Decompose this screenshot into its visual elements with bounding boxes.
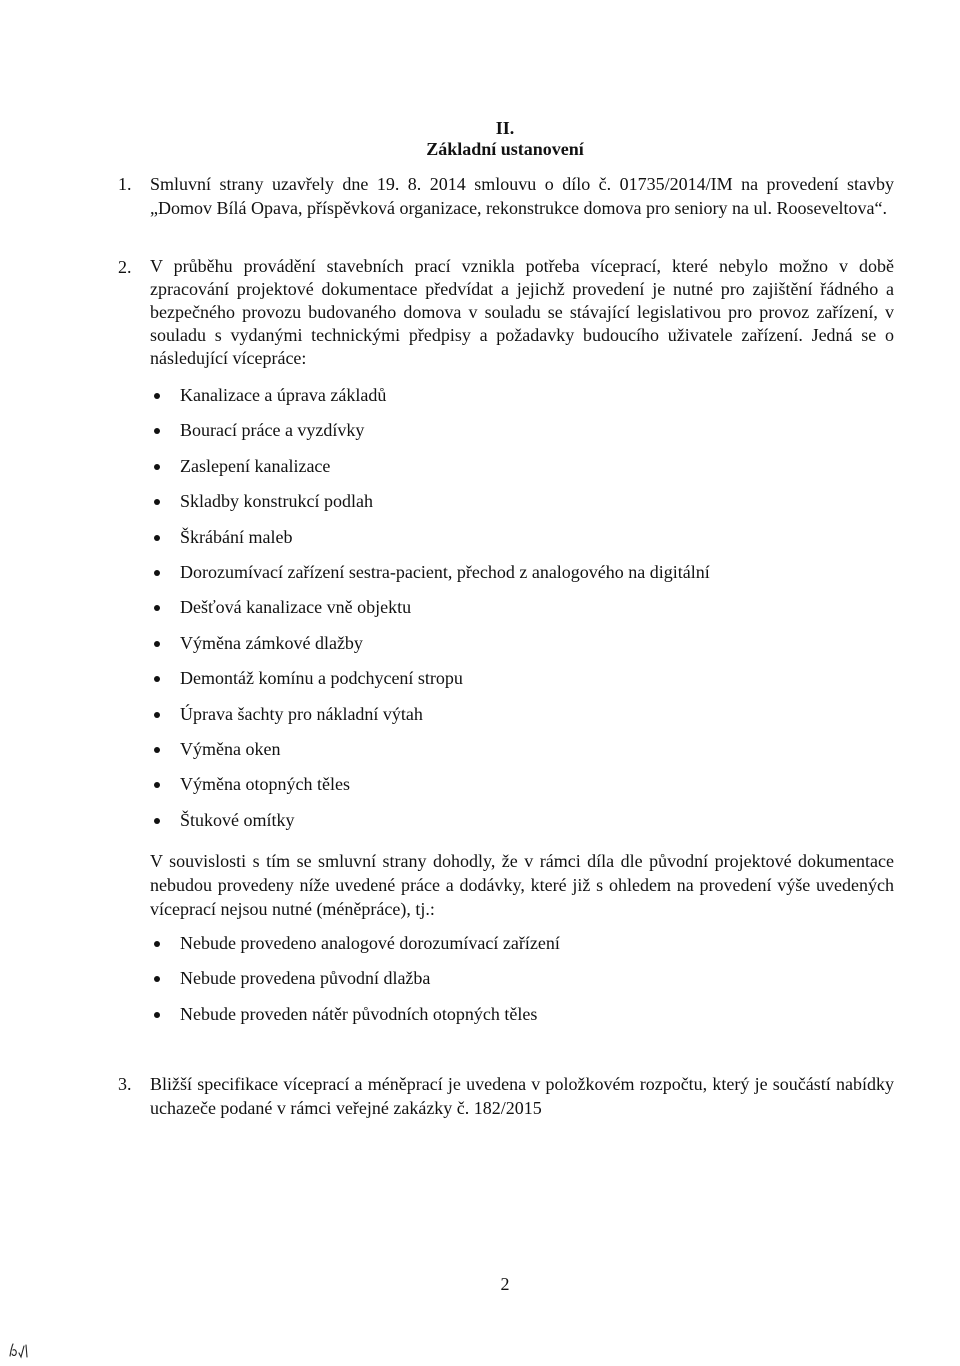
less-works-list xyxy=(150,931,894,1037)
list-item-text: Nebude provedena původní dlažba xyxy=(180,968,431,989)
bullet-icon xyxy=(154,712,160,718)
list-item xyxy=(150,772,894,807)
list-item xyxy=(150,418,894,453)
bullet-icon xyxy=(154,464,160,470)
list-item-text: Výměna zámkové dlažby xyxy=(180,632,363,653)
list-item-text: Nebude provedeno analogové dorozumívací zařízení xyxy=(180,933,560,953)
list-item xyxy=(150,666,894,701)
page-number: 2 xyxy=(500,1274,510,1294)
list-item-text: Výměna otopných těles xyxy=(180,774,350,795)
list-item xyxy=(150,931,894,966)
section-title: Základní ustanovení xyxy=(426,139,584,159)
handwritten-initials-icon xyxy=(8,1340,30,1360)
clause-text: V průběhu provádění stavebních prací vznikla potřeba víceprací, které nebylo možno v době zpracování projektové dokumentace předvídat a jejichž provedení je nutné pro zajištění řádného a bezpečného provozu budovaného domova v souladu se stávající legislativou pro provoz zařízení, v souladu s vydanými technickými předpisy a požadavky budoucího uživatele zařízení. Jedná se o následující vícepráce: xyxy=(150,256,894,368)
list-item-text: Demontáž komínu a podchycení stropu xyxy=(180,668,463,689)
list-item-text: Štukové omítky xyxy=(180,809,295,830)
list-item-text: Skladby konstrukcí podlah xyxy=(180,491,373,512)
list-item xyxy=(150,808,894,843)
list-item-text: Bourací práce a vyzdívky xyxy=(180,420,365,441)
list-item xyxy=(150,702,894,737)
bullet-icon xyxy=(154,428,160,434)
bullet-icon xyxy=(154,535,160,541)
list-item xyxy=(150,595,894,630)
list-item-text: Zaslepení kanalizace xyxy=(180,455,331,476)
bullet-icon xyxy=(154,605,160,611)
list-item xyxy=(150,1002,894,1037)
bullet-icon xyxy=(154,499,160,505)
section-number: II. xyxy=(495,118,515,138)
bullet-icon xyxy=(154,1012,160,1018)
list-item-text: Kanalizace a úprava základů xyxy=(180,385,387,405)
list-item xyxy=(150,560,894,595)
bullet-icon xyxy=(154,570,160,576)
list-item-text: Nebude proveden nátěr původních otopných těles xyxy=(180,1003,538,1024)
less-works-intro: V souvislosti s tím se smluvní strany dohodly, že v rámci díla dle původní projektové dokumentace nebudou provedeny níže uvedené práce a dodávky, které již s ohledem na provedení výše uvedených víceprací nejsou nutné (méněpráce), tj.: xyxy=(150,851,894,919)
bullet-icon xyxy=(154,676,160,682)
clause-number: 3. xyxy=(118,1074,132,1094)
clause-2 xyxy=(118,255,894,370)
bullet-icon xyxy=(154,818,160,824)
clause-1 xyxy=(118,172,894,220)
clause-3 xyxy=(118,1072,894,1120)
bullet-icon xyxy=(154,641,160,647)
list-item-text: Výměna oken xyxy=(180,738,281,759)
list-item xyxy=(150,737,894,772)
clause-text: Smluvní strany uzavřely dne 19. 8. 2014 smlouvu o dílo č. 01735/2014/IM na provedení stavby „Domov Bílá Opava, příspěvková organizace, rekonstrukce domova pro seniory na ul. Rooseveltova“. xyxy=(150,174,894,218)
extra-works-list xyxy=(150,383,894,843)
clause-text: Bližší specifikace víceprací a méněprací je uvedena v položkovém rozpočtu, který je součástí nabídky uchazeče podané v rámci veřejné zakázky č. 182/2015 xyxy=(150,1074,894,1118)
bullet-icon xyxy=(154,941,160,947)
clause-number: 1. xyxy=(118,174,132,194)
list-item xyxy=(150,631,894,666)
bullet-icon xyxy=(154,393,160,399)
bullet-icon xyxy=(154,747,160,753)
list-item-text: Škrábání maleb xyxy=(180,526,293,547)
list-item xyxy=(150,525,894,560)
bullet-icon xyxy=(154,976,160,982)
list-item xyxy=(150,489,894,524)
list-item-text: Úprava šachty pro nákladní výtah xyxy=(180,703,423,724)
bullet-icon xyxy=(154,782,160,788)
list-item xyxy=(150,383,894,418)
list-item xyxy=(150,454,894,489)
clause-number: 2. xyxy=(118,257,132,277)
list-item xyxy=(150,966,894,1001)
list-item-text: Dorozumívací zařízení sestra-pacient, přechod z analogového na digitální xyxy=(180,561,710,582)
list-item-text: Dešťová kanalizace vně objektu xyxy=(180,597,412,618)
